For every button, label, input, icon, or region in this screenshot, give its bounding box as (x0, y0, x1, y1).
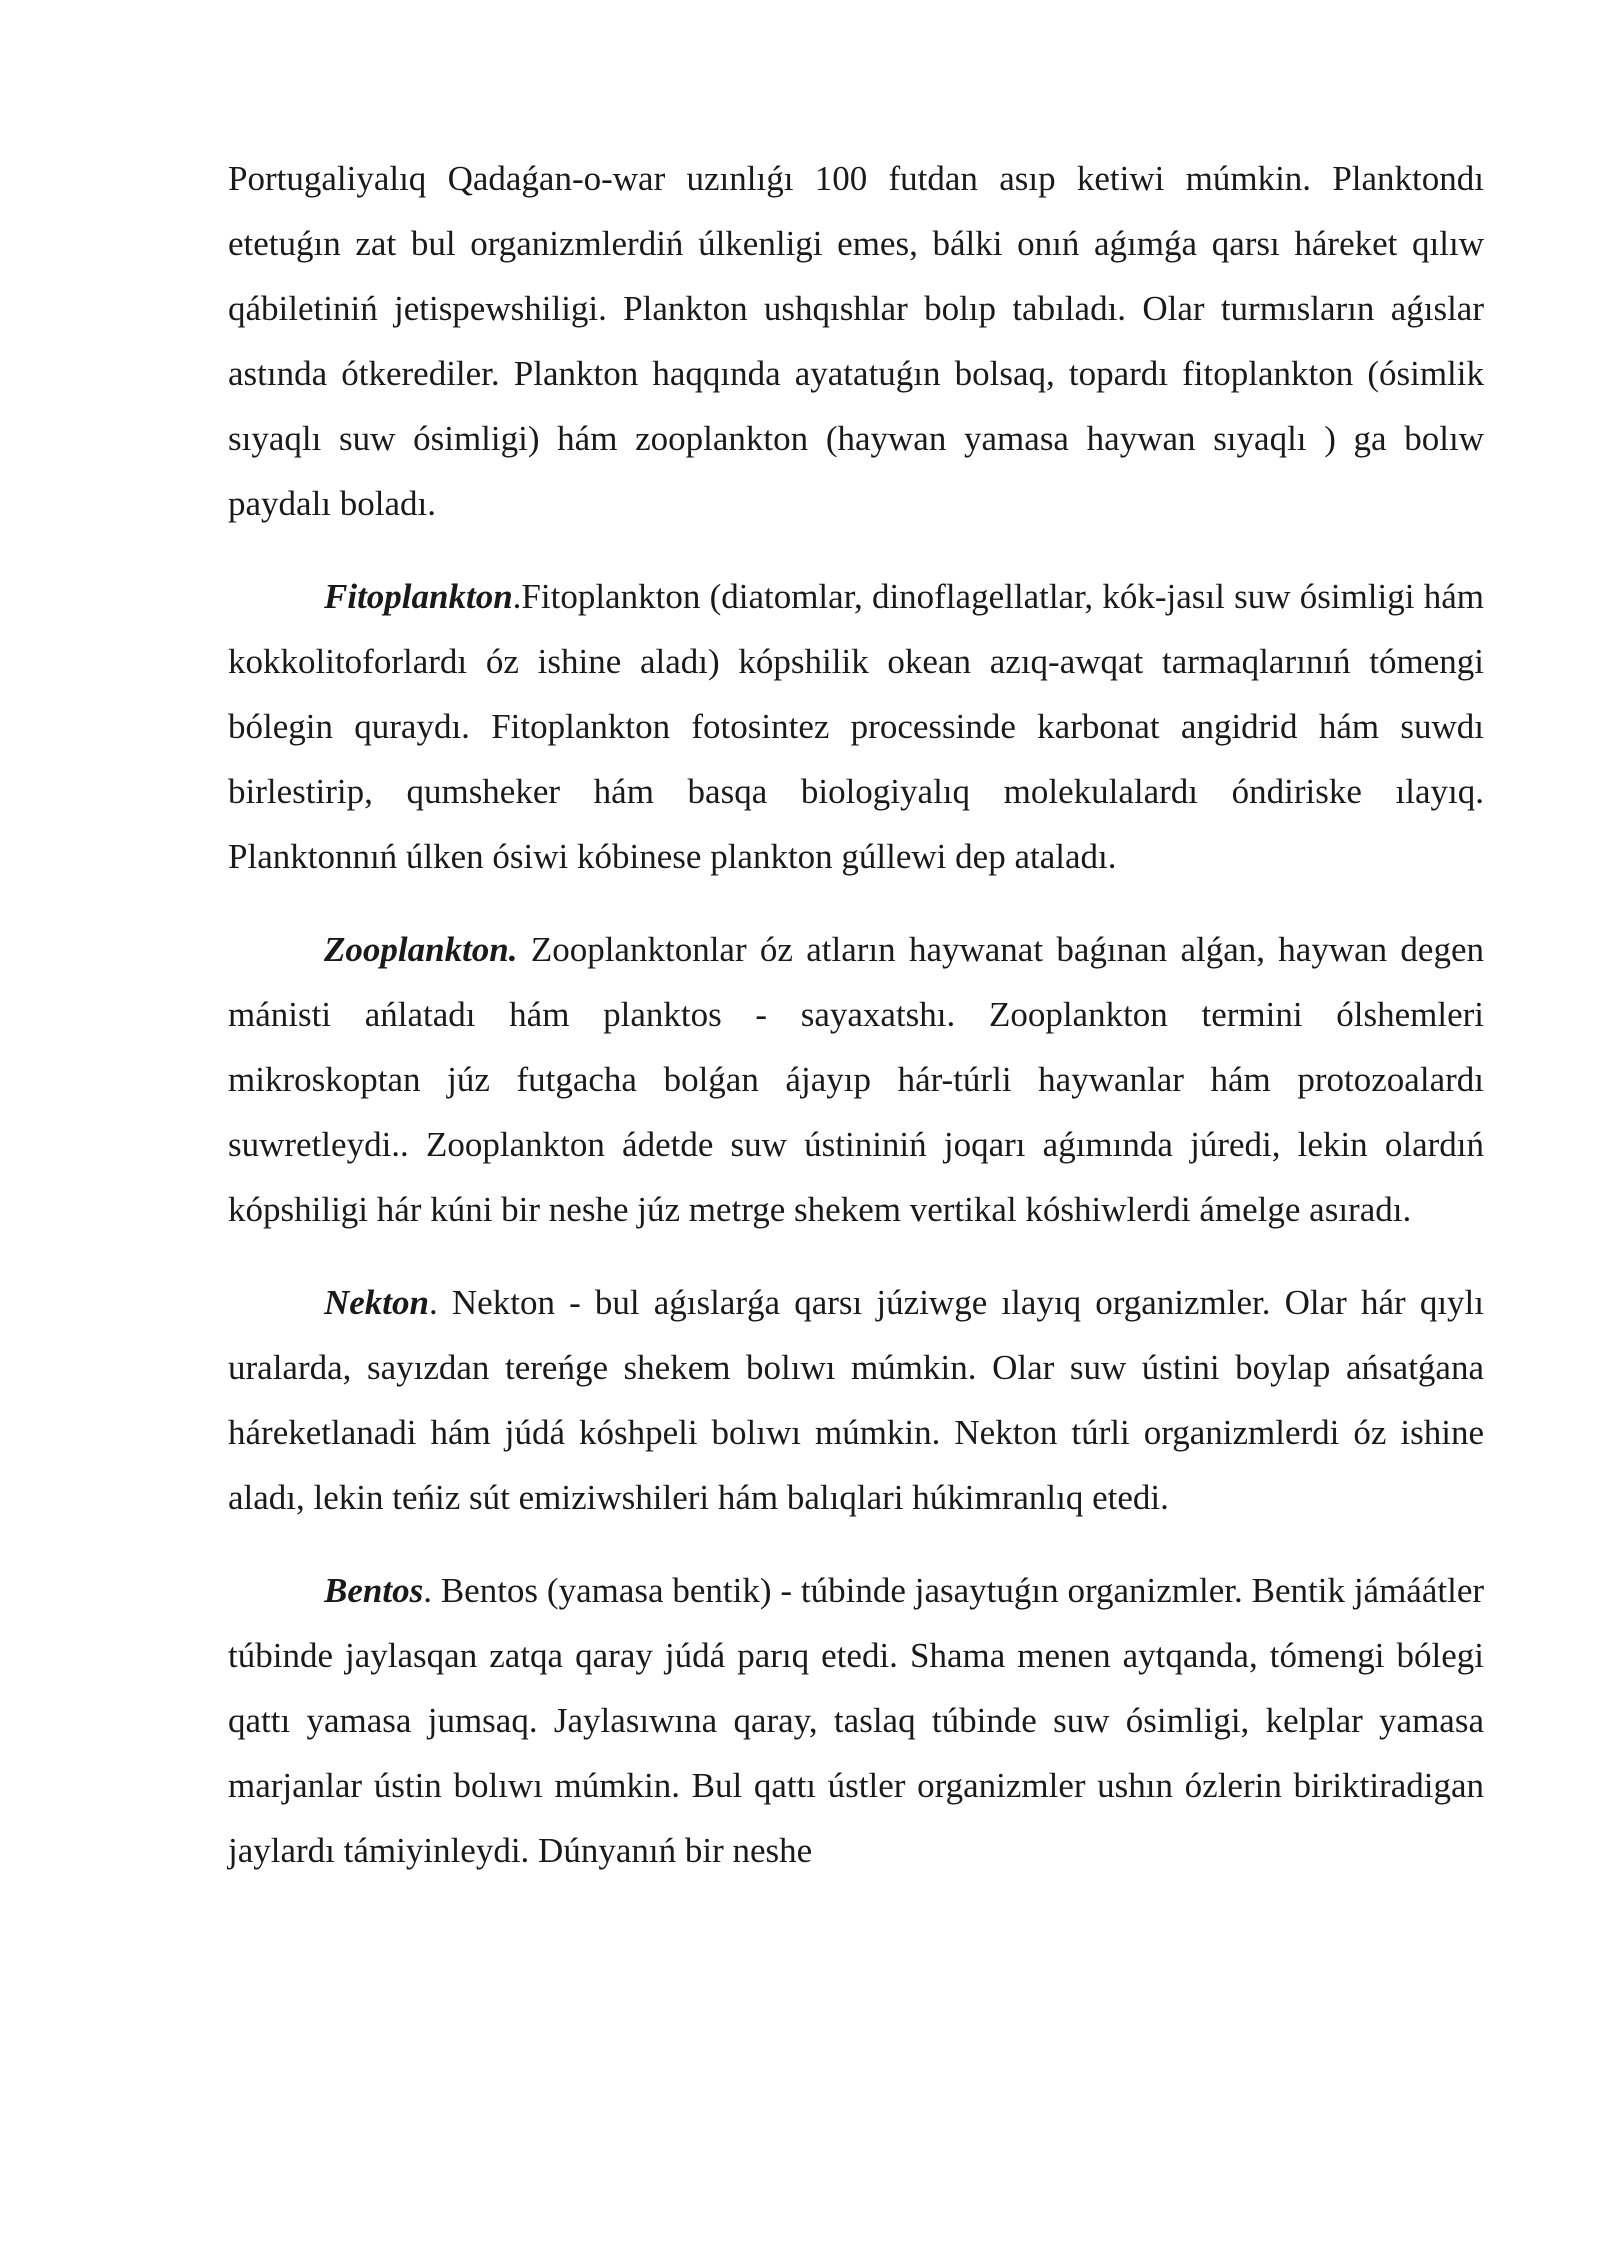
term-separator (518, 930, 531, 969)
document-body (228, 146, 1484, 1911)
paragraph-bentos-text: Bentos (yamasa bentik) - túbinde jasaytuǵın organizmler. Bentik jámáátler túbinde jaylasqan zatqa qaray júdá parıq etedi. Shama menen aytqanda, tómengi bólegi qattı yamasa jumsaq. Jaylasıwına qaray, taslaq túbinde suw ósimligi, kelplar yamasa marjanlar ústin bolıwı múmkin. Bul qattı ústler organizmler ushın ózlerin biriktiradigan jaylardı támiyinleydi. Dúnyanıń bir neshe (228, 1571, 1485, 1870)
term-separator: . (423, 1571, 441, 1610)
paragraph-intro-text: Portugaliyalıq Qadaǵan-o-war uzınlıǵı 100 futdan asıp ketiwi múmkin. Planktondı etetuǵın zat bul organizmlerdiń úlkenligi emes, bálki onıń aǵımǵa qarsı háreket qılıw qábiletiniń jetispewshiligi. Plankton ushqıshlar bolıp tabıladı. Olar turmısların aǵıslar astında ótkerediler. Plankton haqqında ayatatuǵın bolsaq, topardı fitoplankton (ósimlik sıyaqlı suw ósimligi) hám zooplankton (haywan yamasa haywan sıyaqlı ) ga bolıw paydalı boladı. (228, 159, 1484, 523)
paragraph-nekton (228, 1270, 1484, 1530)
paragraph-zooplankton-text: Zooplanktonlar óz atların haywanat baǵınan alǵan, haywan degen mánisti ańlatadı hám planktos - sayaxatshı. Zooplankton termini ólshemleri mikroskoptan júz futgacha bolǵan ájayıp hár-túrli haywanlar hám protozoalardı suwretleydi.. Zooplankton ádetde suw ústininiń joqarı aǵımında júredi, lekin olardıń kópshiligi hár kúni bir neshe júz metrge shekem vertikal kóshiwlerdi ámelge asıradı. (228, 930, 1484, 1229)
paragraph-intro (228, 146, 1484, 536)
term-separator: . (429, 1283, 452, 1322)
paragraph-zooplankton (228, 917, 1484, 1242)
term-separator: . (512, 577, 522, 616)
term-fitoplankton: Fitoplankton (324, 577, 513, 616)
paragraph-fitoplankton-text: Fitoplankton (diatomlar, dinoflagellatlar, kók-jasıl suw ósimligi hám kokkolitoforlardı óz ishine aladı) kópshilik okean azıq-awqat tarmaqlarınıń tómengi bólegin quraydı. Fitoplankton fotosintez processinde karbonat angidrid hám suwdı birlestirip, qumsheker hám basqa biologiyalıq molekulalardı óndiriske ılayıq. Planktonnıń úlken ósiwi kóbinese plankton gúllewi dep ataladı. (228, 577, 1484, 876)
term-zooplankton: Zooplankton. (324, 930, 518, 969)
term-nekton: Nekton (324, 1283, 429, 1322)
term-bentos: Bentos (324, 1571, 424, 1610)
paragraph-fitoplankton (228, 564, 1484, 889)
paragraph-nekton-text: Nekton - bul aǵıslarǵa qarsı júziwge ılayıq organizmler. Olar hár qıylı uralarda, sayızdan tereńge shekem bolıwı múmkin. Olar suw ústini boylap ańsatǵana háreketlanadi hám júdá kóshpeli bolıwı múmkin. Nekton túrli organizmlerdi óz ishine aladı, lekin teńiz sút emiziwshileri hám balıqlari húkimranlıq etedi. (228, 1283, 1485, 1517)
paragraph-bentos (228, 1558, 1484, 1883)
